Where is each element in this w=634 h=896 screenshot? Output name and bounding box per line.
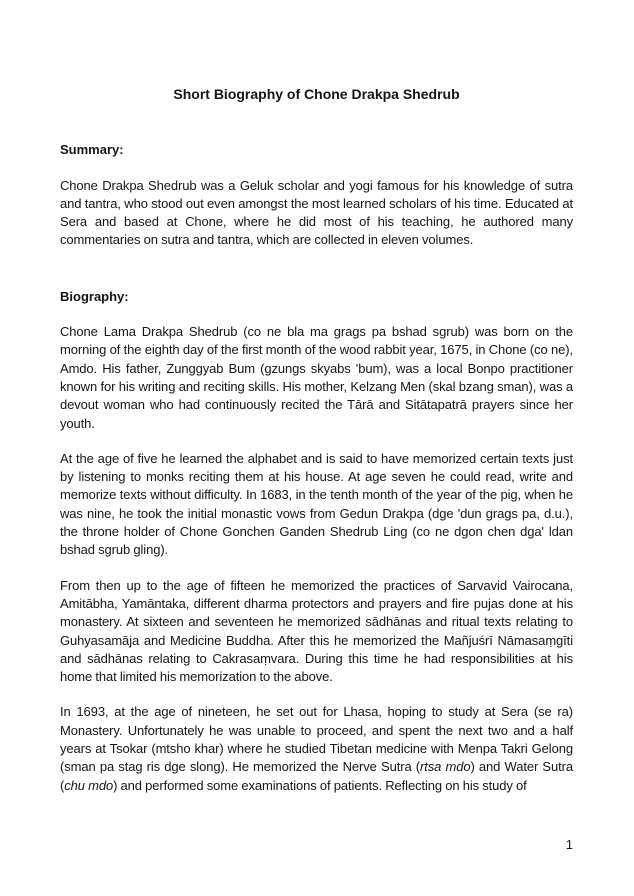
biography-paragraph-2: At the age of five he learned the alphabet and is said to have memorized certain texts just by listening to monks reciting them at his house. At age seven he could read, write and memorize texts without difficulty. In 1683, in the tenth month of the year of the pig, when he was nine, he took the initial monastic vows from Gedun Drakpa (dge 'dun grags pa, d.u.), the throne holder of Chone Gonchen Ganden Shedrub Ling (co ne dgon chen dga' ldan bshad sgrub gling). [60,450,573,558]
page-number: 1 [565,836,573,852]
section-heading-summary: Summary: [60,142,124,158]
section-heading-biography: Biography: [60,288,129,304]
biography-paragraph-3: From then up to the age of fifteen he memorized the practices of Sarvavid Vairocana, Amitābha, Yamāntaka, different dharma protectors and prayers and fire pujas done at his monastery. At sixteen and seventeen he memorized sādhānas and ritual texts relating to Guhyasamāja and Medicine Buddha. After this he memorized the Mañjuśrī Nāmasaṃgīti and sādhānas relating to Cakrasaṃvara. During this time he had responsibilities at his home that limited his memorization to the above. [60,577,573,685]
biography-paragraph-1: Chone Lama Drakpa Shedrub (co ne bla ma grags pa bshad sgrub) was born on the morning of the eighth day of the first month of the wood rabbit year, 1675, in Chone (co ne), Amdo. His father, Zunggyab Bum (gzungs skyabs 'bum), was a local Bonpo practitioner known for his writing and reciting skills. His mother, Kelzang Men (skal bzang sman), was a devout woman who had continuously recited the Tārā and Sitātapatrā prayers since her youth. [60,324,573,431]
document-title: Short Biography of Chone Drakpa Shedrub [173,86,460,102]
biography-paragraph-4: In 1693, at the age of nineteen, he set out for Lhasa, hoping to study at Sera (se ra) Monastery. Unfortunately he was unable to proceed, and spent the next two and a half years at Tsokar (mtsho khar) where he studied Tibetan medicine with Menpa Takri Gelong (sman pa stag ris dge slong). He memorized the Nerve Sutra (rtsa mdo) and Water Sutra (chu mdo) and performed some examinations of patients. Reflecting on his study of [60,704,573,793]
summary-paragraph: Chone Drakpa Shedrub was a Geluk scholar and yogi famous for his knowledge of sutra and tantra, who stood out even amongst the most learned scholars of his time. Educated at Sera and based at Chone, where he did most of his teaching, he authored many commentaries on sutra and tantra, which are collected in eleven volumes. [60,177,573,248]
